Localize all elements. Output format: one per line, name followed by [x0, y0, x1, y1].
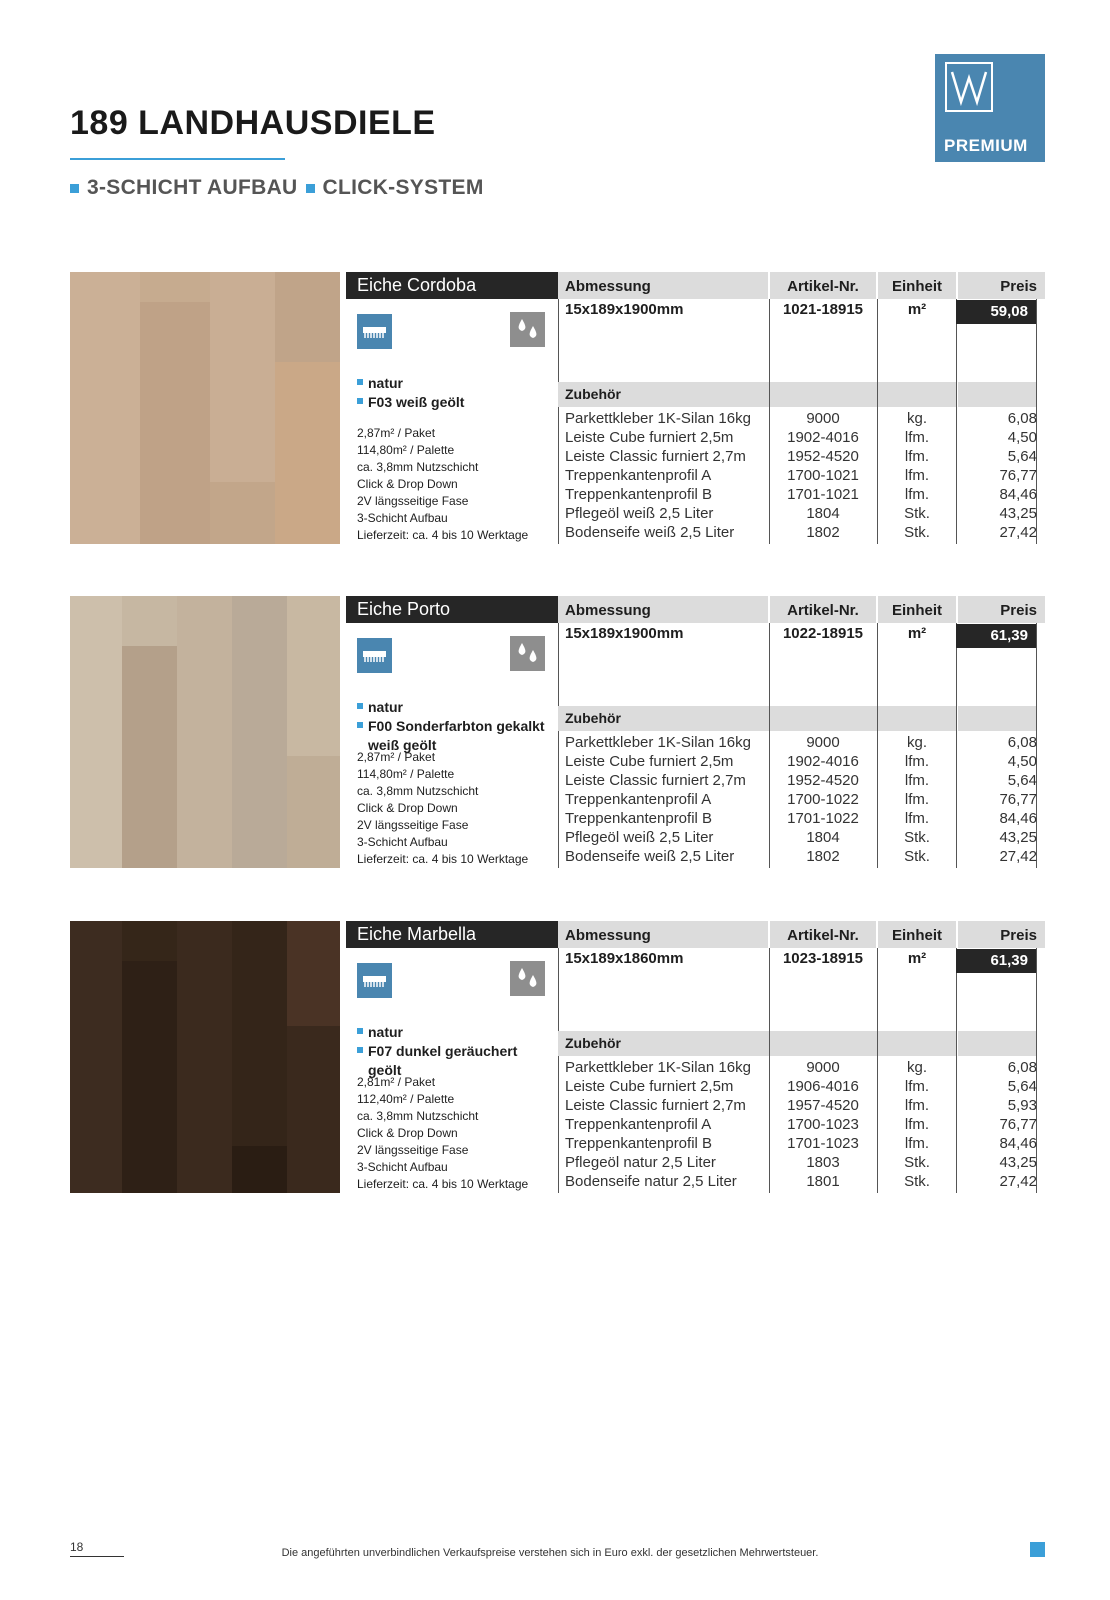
product-name: Eiche Marbella [346, 921, 558, 948]
col-header-unit: Einheit [878, 921, 956, 948]
accessory-price: 4,50 [1007, 753, 1037, 770]
accessory-row [558, 429, 1045, 448]
accessory-art: 9000 [806, 410, 840, 427]
price-disclaimer: Die angeführten unverbindlichen Verkaufspreise verstehen sich in Euro exkl. der gesetzlichen Mehrwertsteuer. [281, 1547, 819, 1559]
accessory-row [558, 772, 1045, 791]
accessory-name: Treppenkantenprofil B [565, 486, 713, 503]
icon-shape [365, 657, 383, 662]
accessory-name: Bodenseife weiß 2,5 Liter [565, 848, 735, 865]
spec-list [357, 1074, 562, 1193]
accessory-art: 1804 [806, 505, 840, 522]
accessory-price: 5,93 [1007, 1097, 1037, 1114]
col-header-dimension: Abmessung [558, 596, 768, 623]
accessories-header-bg [878, 706, 956, 731]
subtitle-system: CLICK-SYSTEM [322, 176, 484, 199]
page-number-rule [70, 1556, 124, 1557]
accessory-row [558, 410, 1045, 429]
accessory-name: Treppenkantenprofil A [565, 467, 712, 484]
icon-shape [363, 651, 386, 657]
spec-list [357, 749, 562, 868]
brushed-surface-icon [357, 314, 392, 349]
wood-plank [140, 272, 210, 302]
product-info [346, 272, 558, 544]
accessories-header-bg [958, 382, 1036, 407]
col-header-price: Preis [958, 272, 1045, 299]
accessory-unit: Stk. [904, 1154, 930, 1171]
spec-line: 112,40m² / Palette [357, 1092, 455, 1106]
dimension-value: 15x189x1900mm [565, 301, 684, 318]
product-eiche-marbella [70, 921, 1045, 1193]
accessory-art: 1700-1023 [787, 1116, 859, 1133]
accessory-unit: Stk. [904, 1173, 930, 1190]
col-header-unit: Einheit [878, 596, 956, 623]
accessory-art: 1700-1021 [787, 467, 859, 484]
accessory-price: 84,46 [999, 486, 1037, 503]
spec-line: Lieferzeit: ca. 4 bis 10 Werktage [357, 528, 529, 542]
bullet-square-icon [70, 184, 79, 193]
wood-plank [232, 1146, 287, 1193]
dimension-value: 15x189x1900mm [565, 625, 684, 642]
accessories-header-bg [958, 706, 1036, 731]
accessory-row [558, 486, 1045, 505]
accessory-name: Parkettkleber 1K-Silan 16kg [565, 410, 751, 427]
accessory-price: 27,42 [999, 848, 1037, 865]
accessory-price: 84,46 [999, 810, 1037, 827]
article-number: 1021-18915 [782, 301, 864, 318]
page-title: 189 LANDHAUSDIELE [70, 104, 436, 142]
accessories-header: Zubehör [565, 1035, 621, 1051]
product-info [346, 596, 558, 868]
col-header-article: Artikel-Nr. [770, 596, 876, 623]
accessory-art: 1902-4016 [787, 429, 859, 446]
accessory-unit: lfm. [904, 429, 930, 446]
icon-shape [510, 312, 545, 347]
premium-label: PREMIUM [944, 136, 1028, 155]
finish-item: F00 Sonderfarbton gekalkt weiß geölt [357, 717, 557, 755]
subtitle-construction: 3-SCHICHT AUFBAU [87, 176, 298, 199]
accessory-row [558, 848, 1045, 867]
page-subtitle [70, 176, 484, 200]
accessory-unit: lfm. [904, 467, 930, 484]
accessory-row [558, 734, 1045, 753]
finish-item: natur [357, 698, 557, 717]
wood-plank [287, 756, 340, 868]
accessory-art: 9000 [806, 1059, 840, 1076]
accessory-art: 9000 [806, 734, 840, 751]
brushed-surface-icon [357, 638, 392, 673]
accessory-row [558, 524, 1045, 543]
price-table [558, 921, 1045, 1193]
col-header-price: Preis [958, 596, 1045, 623]
accessory-price: 6,08 [1007, 734, 1037, 751]
unit-value: m² [907, 301, 927, 318]
accessory-name: Leiste Classic furniert 2,7m [565, 448, 746, 465]
oiled-drops-icon [510, 636, 545, 671]
icon-shape [519, 968, 526, 980]
page-number: 18 [70, 1540, 84, 1554]
accessory-price: 76,77 [999, 791, 1037, 808]
accessory-price: 5,64 [1007, 448, 1037, 465]
accessory-art: 1700-1022 [787, 791, 859, 808]
accessory-price: 6,08 [1007, 1059, 1037, 1076]
spec-line: Click & Drop Down [357, 801, 458, 815]
product-name: Eiche Porto [346, 596, 558, 623]
wood-plank [70, 921, 122, 1193]
icon-shape [530, 975, 537, 987]
finish-list [357, 1023, 557, 1080]
accessory-row [558, 1116, 1045, 1135]
accessory-name: Bodenseife weiß 2,5 Liter [565, 524, 735, 541]
spec-line: Click & Drop Down [357, 1126, 458, 1140]
article-number: 1023-18915 [782, 950, 864, 967]
spec-line: 2,87m² / Paket [357, 750, 436, 764]
accessory-art: 1701-1021 [787, 486, 859, 503]
spec-line: Lieferzeit: ca. 4 bis 10 Werktage [357, 852, 529, 866]
accessory-price: 43,25 [999, 505, 1037, 522]
accessories-header: Zubehör [565, 386, 621, 402]
accessory-name: Leiste Cube furniert 2,5m [565, 753, 734, 770]
wood-plank [177, 596, 232, 868]
col-header-article: Artikel-Nr. [770, 921, 876, 948]
icon-shape [365, 333, 383, 338]
accessory-art: 1701-1023 [787, 1135, 859, 1152]
accessory-unit: lfm. [904, 753, 930, 770]
product-name: Eiche Cordoba [346, 272, 558, 299]
wood-plank [275, 362, 340, 544]
icon-shape [530, 650, 537, 662]
accessory-unit: Stk. [904, 524, 930, 541]
icon-shape [530, 326, 537, 338]
wood-swatch-image [70, 596, 340, 868]
accessory-unit: kg. [906, 1059, 927, 1076]
spec-line: Lieferzeit: ca. 4 bis 10 Werktage [357, 1177, 529, 1191]
accessory-price: 27,42 [999, 524, 1037, 541]
accessory-unit: lfm. [904, 1078, 930, 1095]
accessories-header-bg [878, 382, 956, 407]
wood-plank [122, 921, 177, 961]
accessories-header-bg [770, 706, 877, 731]
premium-badge [935, 54, 1045, 162]
accessory-row [558, 505, 1045, 524]
accessory-price: 84,46 [999, 1135, 1037, 1152]
wood-plank [287, 921, 340, 1026]
icon-shape [519, 319, 526, 331]
icon-shape [357, 638, 392, 673]
accessory-name: Bodenseife natur 2,5 Liter [565, 1173, 737, 1190]
spec-line: 2,81m² / Paket [357, 1075, 436, 1089]
bullet-square-icon [306, 184, 315, 193]
spec-line: ca. 3,8mm Nutzschicht [357, 1109, 479, 1123]
finish-item: F07 dunkel geräuchert geölt [357, 1042, 522, 1080]
accessories-header-bg [770, 1031, 877, 1056]
icon-shape [357, 963, 392, 998]
spec-line: ca. 3,8mm Nutzschicht [357, 784, 479, 798]
article-number: 1022-18915 [782, 625, 864, 642]
unit-value: m² [907, 625, 927, 642]
accessory-price: 5,64 [1007, 1078, 1037, 1095]
spec-line: ca. 3,8mm Nutzschicht [357, 460, 479, 474]
accessory-row [558, 1097, 1045, 1116]
accessory-row [558, 467, 1045, 486]
dimension-value: 15x189x1860mm [565, 950, 684, 967]
brushed-surface-icon [357, 963, 392, 998]
accessory-price: 6,08 [1007, 410, 1037, 427]
accessory-art: 1804 [806, 829, 840, 846]
accessory-unit: lfm. [904, 1116, 930, 1133]
oiled-drops-icon [510, 961, 545, 996]
wood-plank [232, 596, 287, 868]
accessory-price: 4,50 [1007, 429, 1037, 446]
spec-line: Click & Drop Down [357, 477, 458, 491]
unit-value: m² [907, 950, 927, 967]
accessory-art: 1906-4016 [787, 1078, 859, 1095]
accessory-name: Treppenkantenprofil A [565, 791, 712, 808]
product-info [346, 921, 558, 1193]
accessory-art: 1802 [806, 848, 840, 865]
accessory-art: 1803 [806, 1154, 840, 1171]
accessory-price: 43,25 [999, 1154, 1037, 1171]
accessory-name: Leiste Cube furniert 2,5m [565, 1078, 734, 1095]
accessory-unit: lfm. [904, 772, 930, 789]
accessory-price: 76,77 [999, 1116, 1037, 1133]
spec-line: 2,87m² / Paket [357, 426, 436, 440]
accessory-unit: kg. [906, 410, 927, 427]
accessory-art: 1802 [806, 524, 840, 541]
accessory-price: 76,77 [999, 467, 1037, 484]
accessory-row [558, 1173, 1045, 1192]
accessory-name: Pflegeöl weiß 2,5 Liter [565, 829, 714, 846]
price-table [558, 596, 1045, 868]
accessory-unit: Stk. [904, 505, 930, 522]
spec-line: 114,80m² / Palette [357, 443, 455, 457]
wood-swatch-image [70, 272, 340, 544]
product-eiche-porto [70, 596, 1045, 868]
accessory-art: 1701-1022 [787, 810, 859, 827]
accessory-unit: lfm. [904, 810, 930, 827]
accessories-header-bg [958, 1031, 1036, 1056]
finish-item: F03 weiß geölt [357, 393, 557, 412]
finish-list [357, 374, 557, 412]
wood-plank [210, 272, 275, 482]
wood-plank [232, 921, 287, 1146]
icon-shape [510, 636, 545, 671]
icon-shape [365, 982, 383, 987]
accessory-art: 1957-4520 [787, 1097, 859, 1114]
finish-item: natur [357, 1023, 557, 1042]
accessory-row [558, 753, 1045, 772]
wood-plank [210, 482, 275, 544]
spec-line: 3-Schicht Aufbau [357, 1160, 448, 1174]
accessory-art: 1952-4520 [787, 772, 859, 789]
col-header-article: Artikel-Nr. [770, 272, 876, 299]
col-header-unit: Einheit [878, 272, 956, 299]
accessory-name: Parkettkleber 1K-Silan 16kg [565, 1059, 751, 1076]
accessory-unit: lfm. [904, 486, 930, 503]
accessory-name: Treppenkantenprofil B [565, 810, 713, 827]
icon-shape [363, 327, 386, 333]
accessory-unit: lfm. [904, 791, 930, 808]
accessory-unit: lfm. [904, 1135, 930, 1152]
accessories-header: Zubehör [565, 710, 621, 726]
accessory-row [558, 810, 1045, 829]
accessory-row [558, 1059, 1045, 1078]
wood-plank [140, 302, 210, 544]
accessory-name: Treppenkantenprofil B [565, 1135, 713, 1152]
spec-line: 2V längsseitige Fase [357, 494, 469, 508]
accessory-name: Pflegeöl weiß 2,5 Liter [565, 505, 714, 522]
accessory-unit: kg. [906, 734, 927, 751]
wood-plank [122, 646, 177, 868]
finish-item: natur [357, 374, 557, 393]
wood-swatch-image [70, 921, 340, 1193]
accessory-unit: Stk. [904, 829, 930, 846]
oiled-drops-icon [510, 312, 545, 347]
accessory-price: 43,25 [999, 829, 1037, 846]
accessory-row [558, 829, 1045, 848]
accessory-price: 5,64 [1007, 772, 1037, 789]
accessory-row [558, 448, 1045, 467]
price-value: 59,08 [956, 300, 1036, 324]
accessory-unit: lfm. [904, 448, 930, 465]
wood-plank [122, 596, 177, 646]
accessory-row [558, 791, 1045, 810]
wood-plank [70, 596, 122, 868]
col-header-dimension: Abmessung [558, 272, 768, 299]
price-table [558, 272, 1045, 544]
accessory-unit: Stk. [904, 848, 930, 865]
col-header-price: Preis [958, 921, 1045, 948]
accessory-price: 27,42 [999, 1173, 1037, 1190]
wood-plank [70, 272, 140, 544]
accessory-art: 1902-4016 [787, 753, 859, 770]
wood-plank [177, 921, 232, 1193]
price-value: 61,39 [956, 949, 1036, 973]
wood-plank [122, 961, 177, 1193]
accessory-row [558, 1078, 1045, 1097]
accessory-name: Leiste Classic furniert 2,7m [565, 1097, 746, 1114]
accessory-name: Leiste Classic furniert 2,7m [565, 772, 746, 789]
product-eiche-cordoba [70, 272, 1045, 544]
accessory-name: Treppenkantenprofil A [565, 1116, 712, 1133]
title-underline [70, 158, 285, 160]
accessories-header-bg [770, 382, 877, 407]
accessory-name: Parkettkleber 1K-Silan 16kg [565, 734, 751, 751]
price-value: 61,39 [956, 624, 1036, 648]
icon-shape [510, 961, 545, 996]
wood-plank [287, 596, 340, 756]
accessory-unit: lfm. [904, 1097, 930, 1114]
spec-list [357, 425, 562, 544]
icon-shape [363, 976, 386, 982]
wood-plank [275, 272, 340, 362]
accessories-header-bg [878, 1031, 956, 1056]
accessory-art: 1801 [806, 1173, 840, 1190]
col-header-dimension: Abmessung [558, 921, 768, 948]
accessory-art: 1952-4520 [787, 448, 859, 465]
spec-line: 2V längsseitige Fase [357, 1143, 469, 1157]
spec-line: 114,80m² / Palette [357, 767, 455, 781]
spec-line: 2V längsseitige Fase [357, 818, 469, 832]
corner-square-icon [1030, 1542, 1045, 1557]
accessory-row [558, 1154, 1045, 1173]
icon-shape [519, 643, 526, 655]
spec-line: 3-Schicht Aufbau [357, 511, 448, 525]
accessory-row [558, 1135, 1045, 1154]
accessory-name: Pflegeöl natur 2,5 Liter [565, 1154, 716, 1171]
w-logo-icon [945, 62, 993, 112]
spec-line: 3-Schicht Aufbau [357, 835, 448, 849]
icon-shape [357, 314, 392, 349]
accessory-name: Leiste Cube furniert 2,5m [565, 429, 734, 446]
wood-plank [287, 1026, 340, 1193]
finish-list [357, 698, 557, 755]
